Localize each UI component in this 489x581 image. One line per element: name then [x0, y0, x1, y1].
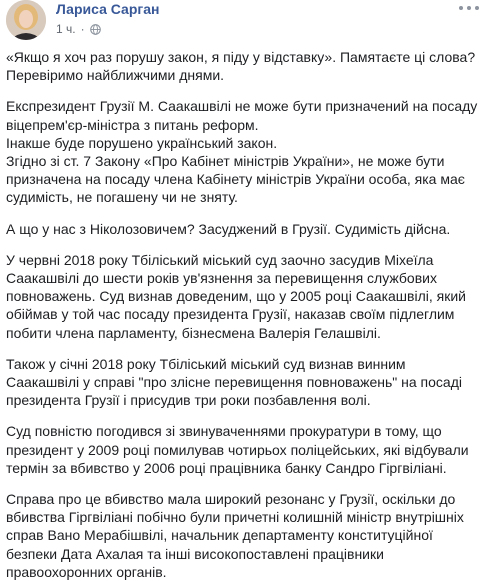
post-text-line: Саакашвілі у справі "про злісне перевищення повноважень" на посаді [6, 374, 462, 391]
post-text-line: судимість, не погашену чи не зняту. [6, 189, 238, 206]
post-text-line: обіймав у той час посаду президента Грузії, наказав своїм підлеглим [6, 306, 455, 323]
post-text-line: правоохоронних органів. [6, 563, 167, 580]
post-text-line: термін за вбивство у 2006 році працівника банку Сандро Гіргвіліані. [6, 459, 447, 476]
post-text-line: безпеки Дата Ахалая та інші високопоставлені працівники [6, 545, 384, 562]
post-paragraph [6, 355, 483, 410]
post-text-line: Справа про це вбивство мала широкий резонанс у Грузії, оскільки до [6, 491, 456, 508]
post-paragraph [6, 251, 483, 342]
post-text-line: справ Вано Мерабішвілі, начальник департаменту конституційної [6, 527, 433, 544]
post-text-line: президент у 2009 році помилував чотирьох поліцейських, які відбували [6, 441, 469, 458]
post-text-line: У червні 2018 року Тбіліський міський суд заочно засудив Міхеїла [6, 251, 434, 268]
globe-icon[interactable] [90, 24, 101, 35]
more-dot [475, 6, 479, 10]
post-text-line: Інакше буде порушено український закон. [6, 134, 278, 151]
post-text-line: Саакашвілі до шести років ув'язнення за перевищення службових [6, 270, 437, 287]
post-paragraph [6, 48, 483, 84]
post-paragraph [6, 220, 483, 238]
post-text-line: віцепрем'єр-міністра з питань реформ. [6, 116, 259, 133]
post-paragraph [6, 422, 483, 477]
post-text [6, 48, 483, 581]
post-text-line: А що у нас з Ніколозовичем? Засуджений в Грузії. Судимість дійсна. [6, 220, 451, 237]
post-text-line: Згідно зі ст. 7 Закону «Про Кабінет міністрів України», не може бути [6, 153, 445, 170]
post-meta [56, 22, 101, 36]
post-text-line: Також у січні 2018 року Тбіліський міський суд визнав винним [6, 355, 406, 372]
avatar-image [6, 0, 46, 40]
post-text-line: призначена на посаду члена Кабінету міністрів України особа, яка має [6, 171, 465, 188]
post-text-line: побити члена парламенту, бізнесмена Валерія Гелашвілі. [6, 324, 381, 341]
more-dot [459, 6, 463, 10]
post-header [6, 0, 483, 48]
meta-separator: · [80, 22, 85, 36]
post-text-line: «Якщо я хоч раз порушу закон, я піду у відставку». Памятаєте ці слова? [6, 49, 476, 65]
post-paragraph [6, 97, 483, 206]
post-paragraph [6, 490, 483, 581]
post-text-line: президента Грузії і присудив три роки позбавлення волі. [6, 392, 371, 409]
more-options-icon[interactable] [459, 2, 479, 14]
author-name[interactable]: Лариса Сарган [56, 1, 160, 17]
post-timestamp[interactable]: 1 ч. [56, 22, 76, 36]
post-text-line: вбивства Гіргвіліані побічно були причетні колишній міністр внутрішніх [6, 509, 464, 526]
post-text-line: Експрезидент Грузії М. Саакашвілі не може бути призначений на посаду [6, 98, 478, 115]
post-text-line: Суд повністю погодився зі звинуваченнями прокуратури в тому, що [6, 423, 442, 440]
post-text-line: Перевіримо найближчими днями. [6, 67, 225, 84]
more-dot [467, 6, 471, 10]
post-text-line: повноважень. Суд визнав доведеним, що у 2005 році Саакашвілі, який [6, 288, 466, 305]
avatar[interactable] [6, 0, 46, 40]
